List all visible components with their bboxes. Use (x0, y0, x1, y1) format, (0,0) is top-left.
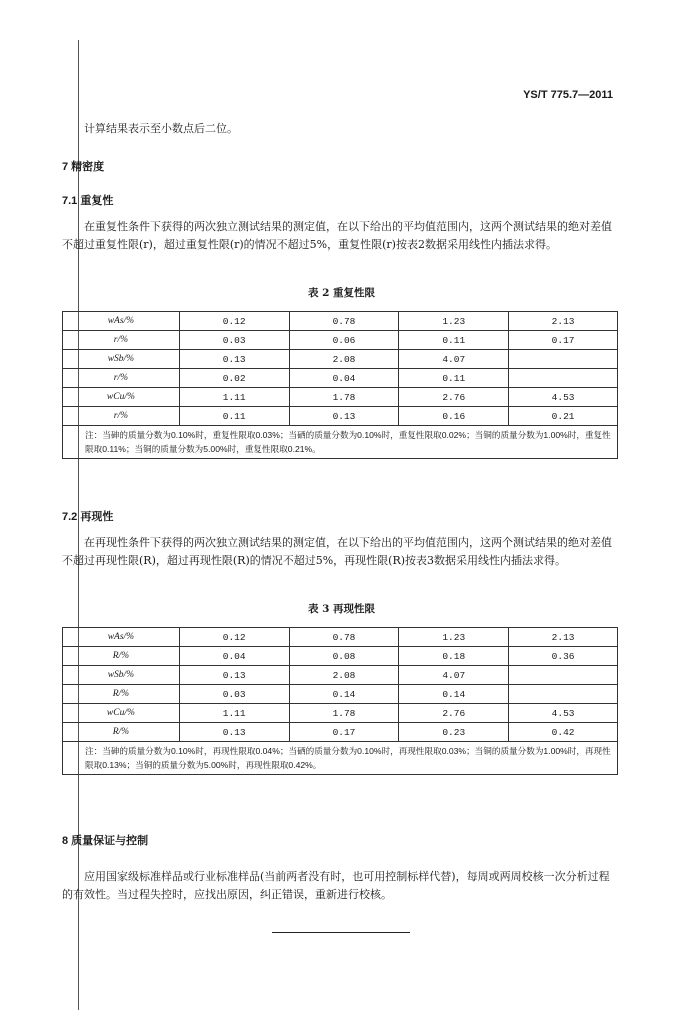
value-cell: 0.23 (399, 723, 509, 742)
table-row (63, 666, 618, 685)
row-label-cell: wSb/% (63, 350, 180, 369)
section-7-2-paragraph: 在再现性条件下获得的两次独立测试结果的测定值，在以下给出的平均值范围内，这两个测试结果的绝对差值不超过再现性限(R)，超过再现性限(R)的情况不超过5%，再现性限(R)按表3数据采用线性内插法求得。 (62, 536, 612, 567)
value-cell: 1.11 (179, 388, 289, 407)
value-cell: 0.21 (509, 407, 618, 426)
value-cell: 4.53 (509, 388, 618, 407)
row-label-cell: wAs/% (63, 312, 180, 331)
value-cell: 0.04 (179, 647, 289, 666)
end-rule (272, 932, 410, 933)
value-cell: 0.12 (179, 628, 289, 647)
row-label-cell: R/% (63, 647, 180, 666)
value-cell: 0.18 (399, 647, 509, 666)
value-cell: 0.04 (289, 369, 399, 388)
value-cell: 0.14 (289, 685, 399, 704)
table-row (63, 704, 618, 723)
table-note: 注：当砷的质量分数为0.10%时，重复性限取0.03%；当硒的质量分数为0.10%时，重复性限取0.02%；当铜的质量分数为1.00%时，重复性限取0.11%；当铜的质量分数为5.00%时，重复性限取0.21%。 (63, 426, 618, 459)
table-row (63, 388, 618, 407)
section-7-1-title: 7.1 重复性 (62, 195, 114, 207)
scan-margin-line (78, 40, 79, 1010)
section-7-2-title: 7.2 再现性 (62, 511, 114, 523)
table-row (63, 369, 618, 388)
value-cell: 2.76 (399, 704, 509, 723)
table-row (63, 350, 618, 369)
table-3-caption: 表 3 再现性限 (307, 603, 376, 615)
table-row (63, 312, 618, 331)
value-cell: 0.03 (179, 685, 289, 704)
table-row (63, 685, 618, 704)
section-8-title: 8 质量保证与控制 (62, 835, 149, 847)
intro-line: 计算结果表示至小数点后二位。 (84, 122, 238, 135)
value-cell: 0.13 (179, 350, 289, 369)
value-cell: 0.11 (179, 407, 289, 426)
row-label-cell: wAs/% (63, 628, 180, 647)
table-row (63, 647, 618, 666)
value-cell: 0.02 (179, 369, 289, 388)
value-cell: 1.78 (289, 704, 399, 723)
table-note: 注：当砷的质量分数为0.10%时，再现性限取0.04%；当硒的质量分数为0.10%时，再现性限取0.03%；当铜的质量分数为1.00%时，再现性限取0.13%；当铜的质量分数为5.00%时，再现性限取0.42%。 (63, 742, 618, 775)
table-2 (62, 311, 618, 459)
table-2-caption: 表 2 重复性限 (307, 287, 376, 299)
row-label-cell: wSb/% (63, 666, 180, 685)
value-cell: 0.06 (289, 331, 399, 350)
value-cell: 4.07 (399, 350, 509, 369)
value-cell: 4.07 (399, 666, 509, 685)
section-7-1-paragraph: 在重复性条件下获得的两次独立测试结果的测定值，在以下给出的平均值范围内，这两个测试结果的绝对差值不超过重复性限(r)，超过重复性限(r)的情况不超过5%，重复性限(r)按表2数据采用线性内插法求得。 (62, 220, 612, 251)
value-cell: 1.23 (399, 312, 509, 331)
value-cell: 1.78 (289, 388, 399, 407)
value-cell: 1.23 (399, 628, 509, 647)
table-row (63, 407, 618, 426)
value-cell: 2.08 (289, 350, 399, 369)
value-cell: 2.08 (289, 666, 399, 685)
value-cell (509, 369, 618, 388)
value-cell: 0.42 (509, 723, 618, 742)
section-7-title: 7 精密度 (62, 161, 105, 173)
value-cell: 0.36 (509, 647, 618, 666)
value-cell: 0.03 (179, 331, 289, 350)
value-cell: 0.08 (289, 647, 399, 666)
value-cell: 0.12 (179, 312, 289, 331)
value-cell (509, 666, 618, 685)
value-cell: 0.78 (289, 628, 399, 647)
value-cell (509, 685, 618, 704)
row-label-cell: R/% (63, 685, 180, 704)
value-cell: 1.11 (179, 704, 289, 723)
value-cell: 0.78 (289, 312, 399, 331)
row-label-cell: r/% (63, 369, 180, 388)
table-row (63, 723, 618, 742)
value-cell: 2.76 (399, 388, 509, 407)
value-cell (509, 350, 618, 369)
value-cell: 0.17 (509, 331, 618, 350)
value-cell: 0.13 (179, 666, 289, 685)
row-label-cell: wCu/% (63, 388, 180, 407)
value-cell: 0.14 (399, 685, 509, 704)
document-code: YS/T 775.7—2011 (523, 89, 613, 101)
row-label-cell: R/% (63, 723, 180, 742)
section-8-paragraph: 应用国家级标准样品或行业标准样品(当前两者没有时，也可用控制标样代替)，每周或两周校核一次分析过程的有效性。当过程失控时，应找出原因，纠正错误，重新进行校核。 (62, 870, 610, 901)
value-cell: 2.13 (509, 312, 618, 331)
value-cell: 0.16 (399, 407, 509, 426)
value-cell: 4.53 (509, 704, 618, 723)
row-label-cell: wCu/% (63, 704, 180, 723)
table-row (63, 628, 618, 647)
row-label-cell: r/% (63, 407, 180, 426)
value-cell: 0.11 (399, 369, 509, 388)
row-label-cell: r/% (63, 331, 180, 350)
table-note-row (63, 426, 618, 459)
value-cell: 0.11 (399, 331, 509, 350)
value-cell: 0.13 (179, 723, 289, 742)
table-3 (62, 627, 618, 775)
table-row (63, 331, 618, 350)
value-cell: 0.13 (289, 407, 399, 426)
table-note-row (63, 742, 618, 775)
value-cell: 2.13 (509, 628, 618, 647)
value-cell: 0.17 (289, 723, 399, 742)
